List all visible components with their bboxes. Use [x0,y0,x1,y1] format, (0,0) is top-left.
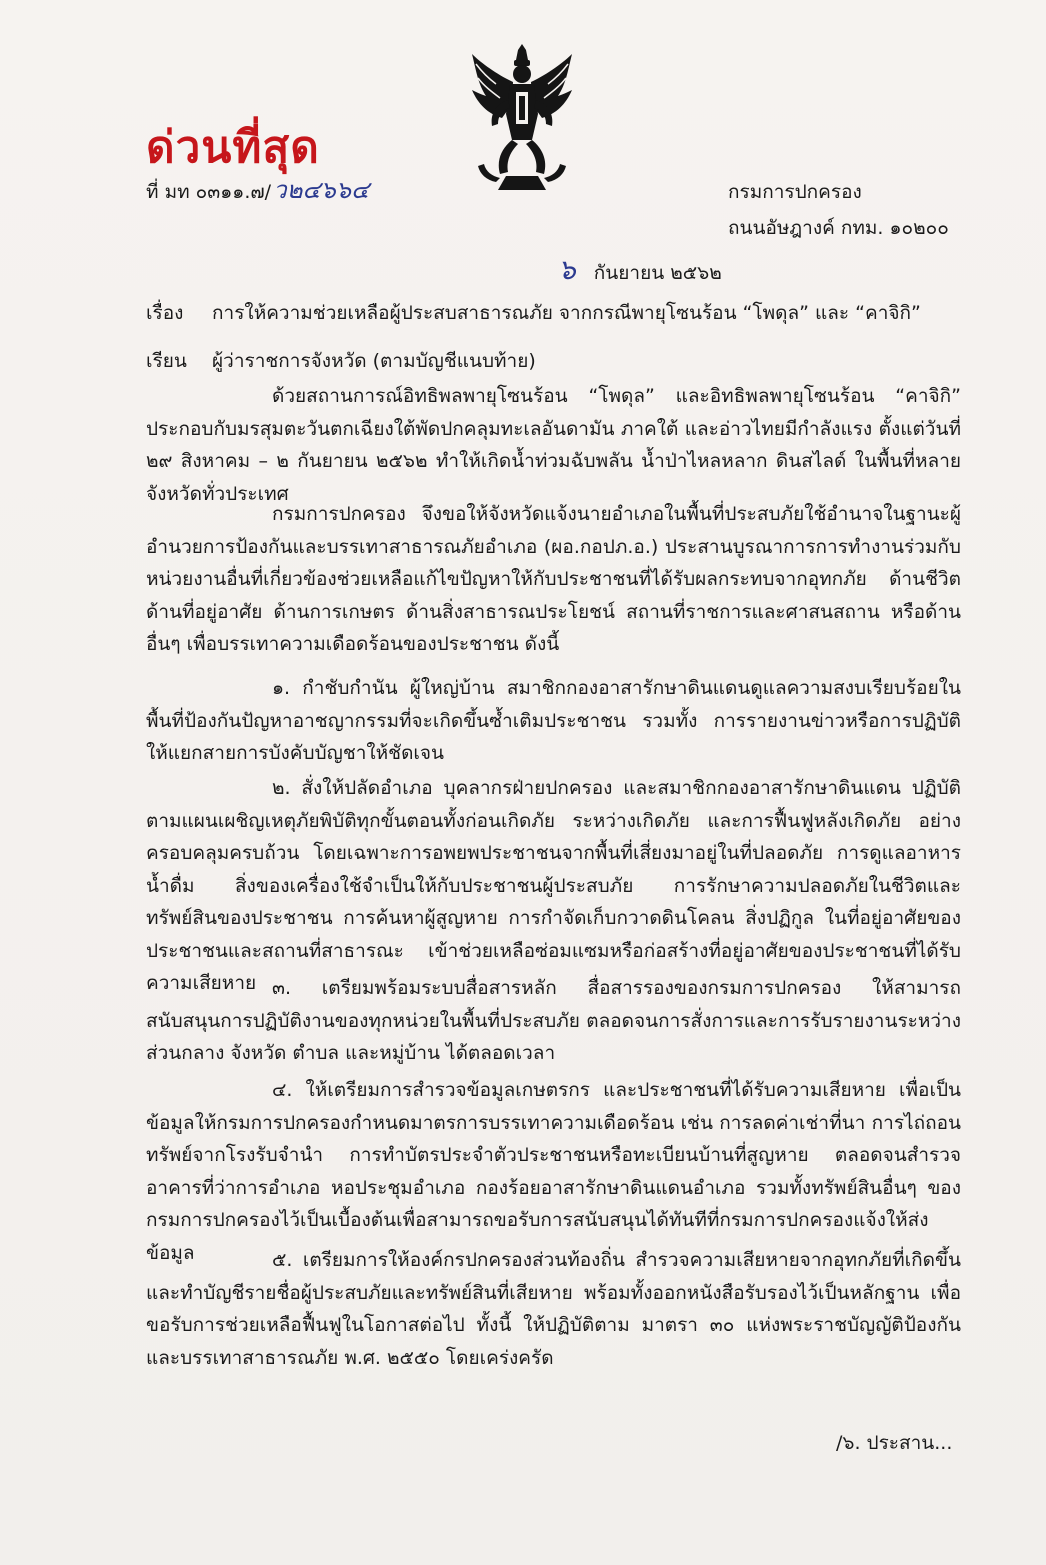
subject-line [146,298,921,328]
garuda-emblem-icon [466,44,578,194]
paragraph-request: กรมการปกครอง จึงขอให้จังหวัดแจ้งนายอำเภอในพื้นที่ประสบภัยใช้อำนาจในฐานะผู้อำนวยการป้องกันและบรรเทาสาธารณภัยอำเภอ (ผอ.กอปภ.อ.) ประสานบูรณาการการทำงานร่วมกับหน่วยงานอื่นที่เกี่ยวข้องช่วยเหลือแก้ไขปัญหาให้กับประชาชนที่ได้รับผลกระทบจากอุทกภัย ด้านชีวิต ด้านที่อยู่อาศัย ด้านการเกษตร ด้านสิ่งสาธารณประโยชน์ สถานที่ราชการและศาสนสถาน หรือด้านอื่นๆ เพื่อบรรเทาความเดือดร้อนของประชาชน ดังนี้ [146,503,961,655]
continuation-marker: /๖. ประสาน... [836,1432,953,1454]
date-month-year: กันยายน ๒๕๖๒ [593,262,722,284]
reference-prefix: ที่ มท ๐๓๑๑.๗/ [146,181,272,203]
sender-block [728,174,949,246]
agency-address: ถนนอัษฎางค์ กทม. ๑๐๒๐๐ [728,217,949,239]
recipient-line [146,346,536,376]
recipient-text: ผู้ว่าราชการจังหวัด (ตามบัญชีแนบท้าย) [212,350,536,372]
subject-label: เรื่อง [146,302,184,324]
paragraph-intro: ด้วยสถานการณ์อิทธิพลพายุโซนร้อน “โพดุล” และอิทธิพลพายุโซนร้อน “คาจิกิ” ประกอบกับมรสุมตะวันตกเฉียงใต้พัดปกคลุมทะเลอันดามัน ภาคใต้ และอ่าวไทยมีกำลังแรง ตั้งแต่วันที่ ๒๙ สิงหาคม – ๒ กันยายน ๒๕๖๒ ทำให้เกิดน้ำท่วมฉับพลัน น้ำป่าไหลหลาก ดินสไลด์ ในพื้นที่หลายจังหวัดทั่วประเทศ [146,385,961,505]
reference-number [146,170,369,209]
date-day-handwritten: ๖ [558,253,576,286]
letter-date [558,248,722,292]
urgency-stamp: ด่วนที่สุด [146,122,320,173]
recipient-label: เรียน [146,350,187,372]
paragraph-item-4: ๔. ให้เตรียมการสำรวจข้อมูลเกษตรกร และประชาชนที่ได้รับความเสียหาย เพื่อเป็นข้อมูลให้กรมการปกครองกำหนดมาตรการบรรเทาความเดือดร้อน เช่น การลดค่าเช่าที่นา การไถ่ถอนทรัพย์จากโรงรับจำนำ การทำบัตรประจำตัวประชาชนหรือทะเบียนบ้านที่สูญหาย ตลอดจนสำรวจอาคารที่ว่าการอำเภอ หอประชุมอำเภอ กองร้อยอาสารักษาดินแดนอำเภอ รวมทั้งทรัพย์สินอื่นๆ ของกรมการปกครองไว้เป็นเบื้องต้นเพื่อสามารถขอรับการสนับสนุนได้ทันทีที่กรมการปกครองแจ้งให้ส่งข้อมูล [146,1079,961,1264]
reference-handwritten: ว๒๔๖๖๔ [273,176,370,204]
paragraph-item-1: ๑. กำชับกำนัน ผู้ใหญ่บ้าน สมาชิกกองอาสารักษาดินแดนดูแลความสงบเรียบร้อยในพื้นที่ป้องกันปัญหาอาชญากรรมที่จะเกิดขึ้นซ้ำเติมประชาชน รวมทั้ง การรายงานข่าวหรือการปฏิบัติให้แยกสายการบังคับบัญชาให้ชัดเจน [146,677,961,764]
paragraph-item-3: ๓. เตรียมพร้อมระบบสื่อสารหลัก สื่อสารรองของกรมการปกครอง ให้สามารถสนับสนุนการปฏิบัติงานของทุกหน่วยในพื้นที่ประสบภัย ตลอดจนการสั่งการและการรับรายงานระหว่างส่วนกลาง จังหวัด ตำบล และหมู่บ้าน ได้ตลอดเวลา [146,977,961,1064]
subject-text: การให้ความช่วยเหลือผู้ประสบสาธารณภัย จากกรณีพายุโซนร้อน “โพดุล” และ “คาจิกิ” [212,302,921,324]
agency-name: กรมการปกครอง [728,181,862,203]
paragraph-item-2: ๒. สั่งให้ปลัดอำเภอ บุคลากรฝ่ายปกครอง และสมาชิกกองอาสารักษาดินแดน ปฏิบัติตามแผนเผชิญเหตุภัยพิบัติทุกขั้นตอนทั้งก่อนเกิดภัย ระหว่างเกิดภัย และการฟื้นฟูหลังเกิดภัย อย่างครอบคลุมครบถ้วน โดยเฉพาะการอพยพประชาชนจากพื้นที่เสี่ยงมาอยู่ในที่ปลอดภัย การดูแลอาหาร น้ำดื่ม สิ่งของเครื่องใช้จำเป็นให้กับประชาชนผู้ประสบภัย การรักษาความปลอดภัยในชีวิตและทรัพย์สินของประชาชน การค้นหาผู้สูญหาย การกำจัดเก็บกวาดดินโคลน สิ่งปฏิกูล ในที่อยู่อาศัยของประชาชนและสถานที่สาธารณะ เข้าช่วยเหลือซ่อมแซมหรือก่อสร้างที่อยู่อาศัยของประชาชนที่ได้รับความเสียหาย [146,777,961,994]
paragraph-item-5: ๕. เตรียมการให้องค์กรปกครองส่วนท้องถิ่น สำรวจความเสียหายจากอุทกภัยที่เกิดขึ้น และทำบัญชีรายชื่อผู้ประสบภัยและทรัพย์สินที่เสียหาย พร้อมทั้งออกหนังสือรับรองไว้เป็นหลักฐาน เพื่อขอรับการช่วยเหลือฟื้นฟูในโอกาสต่อไป ทั้งนี้ ให้ปฏิบัติตาม มาตรา ๓๐ แห่งพระราชบัญญัติป้องกันและบรรเทาสาธารณภัย พ.ศ. ๒๕๕๐ โดยเคร่งครัด [146,1249,961,1369]
